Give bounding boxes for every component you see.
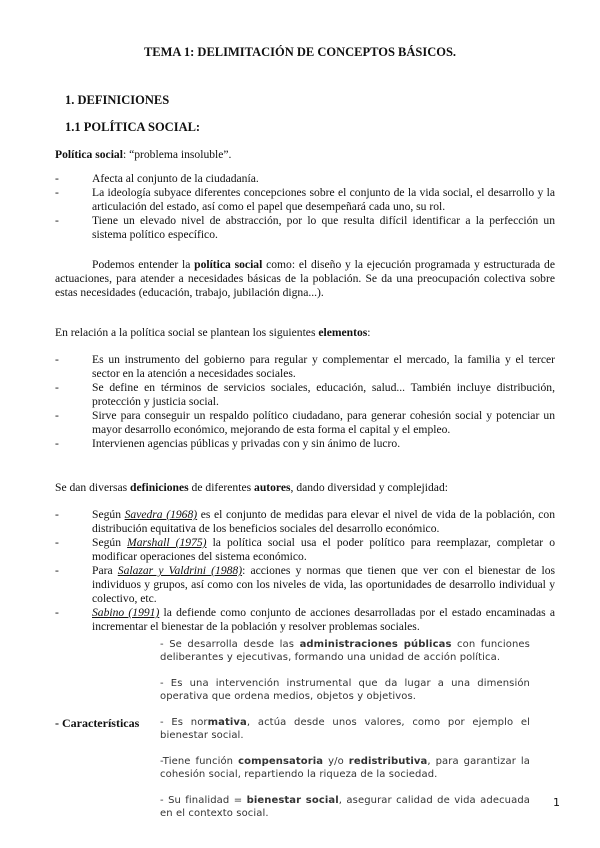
list-item: - Es un instrumento del gobierno para regular y complementar el mercado, la familia y el tercer sector en la atención a necesidades sociales.: [55, 353, 555, 381]
text-span: Según: [92, 508, 125, 521]
text-span: , dando diversidad y complejidad:: [290, 481, 448, 494]
characteristics-label: - Características: [55, 716, 140, 730]
text-span: con funciones deliberantes y ejecutivas, formando una unidad de acción política.: [160, 639, 530, 663]
text-span: : acciones y normas que tienen que ver con el bienestar de los individuos y grupos, así como con los niveles de vida, las oportunidades de desarrollo individual y colectivo, etc.: [92, 564, 556, 605]
list-item: - Tiene un elevado nivel de abstracción, por lo que resulta difícil identificar a la perfección un sistema político específico.: [55, 214, 555, 242]
bold-term: redistributiva: [348, 756, 428, 767]
list-item: - Intervienen agencias públicas y privadas con y sin ánimo de lucro.: [55, 437, 555, 451]
bold-term: autores: [254, 481, 291, 494]
intro-line: [55, 148, 555, 162]
author-citation: Savedra (1968): [124, 508, 198, 521]
text-span: es el conjunto de medidas para elevar el nivel de vida de la población, con distribución equitativa de los beneficios sociales del desarrollo económico.: [92, 508, 555, 535]
intro-rest: : “problema insoluble”.: [122, 148, 232, 161]
text-span: :: [367, 326, 371, 339]
characteristic-item: [160, 677, 530, 703]
bold-term: mativa: [207, 717, 247, 728]
text-span: , para garantizar la cohesión social, repartiendo la riqueza de la sociedad.: [160, 756, 531, 780]
definition-paragraph: [55, 258, 555, 300]
text-span: la defiende como conjunto de acciones desarrolladas por el estado encaminadas a incrementar el bienestar de la población y resolver problemas sociales.: [92, 606, 555, 633]
text-span: - Su finalidad =: [160, 795, 247, 806]
text-span: Según: [92, 536, 128, 549]
list-item: - La ideología subyace diferentes concepciones sobre el conjunto de la vida social, el desarrollo y la articulación del estado, así como el papel que desempeñará cada uno, su rol.: [55, 186, 555, 214]
section-heading: 1. DEFINICIONES: [65, 93, 170, 107]
characteristic-item: [160, 716, 530, 742]
bold-term: definiciones: [130, 481, 189, 494]
characteristic-item: [160, 638, 530, 664]
elements-list: [55, 353, 555, 451]
list-item: - Se define en términos de servicios sociales, educación, salud... También incluye distribución, protección y justicia social.: [55, 381, 555, 409]
bold-term: administraciones públicas: [299, 639, 452, 650]
text-span: , asegurar calidad de vida adecuada en el contexto social.: [160, 795, 531, 819]
definitions-intro: [55, 481, 555, 495]
text-span: de diferentes: [188, 481, 255, 494]
list-item: - Sirve para conseguir un respaldo político ciudadano, para generar cohesión social y potenciar un mayor desarrollo económico, mejorando de esta forma el capital y el empleo.: [55, 409, 555, 437]
text-span: En relación a la política social se plantean los siguientes: [55, 326, 319, 339]
intro-term: Política social: [55, 148, 123, 161]
text-span: - Es nor: [160, 717, 208, 728]
characteristic-item: [160, 794, 530, 820]
author-definition: [55, 564, 555, 606]
bold-term: política social: [194, 258, 263, 271]
author-citation: Salazar y Valdrini (1988): [117, 564, 243, 577]
bold-term: elementos: [318, 326, 368, 339]
text-span: y/o: [323, 756, 349, 767]
author-definition: [55, 606, 555, 634]
author-citation: Sabino (1991): [92, 606, 160, 619]
intro-list: [55, 172, 555, 242]
text-span: - Se desarrolla desde las: [160, 639, 300, 650]
elements-intro: [55, 326, 555, 340]
characteristic-item: [160, 755, 530, 781]
author-definition: [55, 508, 555, 536]
author-citation: Marshall (1975): [127, 536, 207, 549]
authors-list: [55, 508, 555, 634]
text-span: Podemos entender la: [92, 258, 195, 271]
document-title: TEMA 1: DELIMITACIÓN DE CONCEPTOS BÁSICOS.: [143, 45, 457, 59]
text-span: -Tiene función: [160, 756, 239, 767]
bold-term: bienestar social: [246, 795, 339, 806]
list-item: - Afecta al conjunto de la ciudadanía.: [55, 172, 555, 186]
characteristics-block: [160, 638, 530, 833]
text-span: , actúa desde unos valores, como por ejemplo el bienestar social.: [160, 717, 530, 741]
text-span: Se dan diversas: [55, 481, 131, 494]
author-definition: [55, 536, 555, 564]
text-span: como: el diseño y la ejecución programada y estructurada de actuaciones, para atender a necesidades básicas de la población. Se da una preocupación colectiva sobre estas necesidades (educación, trabajo, jubilación digna...).: [55, 258, 555, 299]
page-number: 1: [553, 796, 560, 809]
text-span: la política social usa el poder político para reemplazar, completar o modificar operaciones del sistema económico.: [92, 536, 555, 563]
subsection-heading: 1.1 POLÍTICA SOCIAL:: [65, 120, 201, 134]
bold-term: compensatoria: [238, 756, 324, 767]
text-span: Para: [92, 564, 118, 577]
text-span: - Es una intervención instrumental que da lugar a una dimensión operativa que ordena medios, objetos y objetivos.: [160, 678, 530, 702]
